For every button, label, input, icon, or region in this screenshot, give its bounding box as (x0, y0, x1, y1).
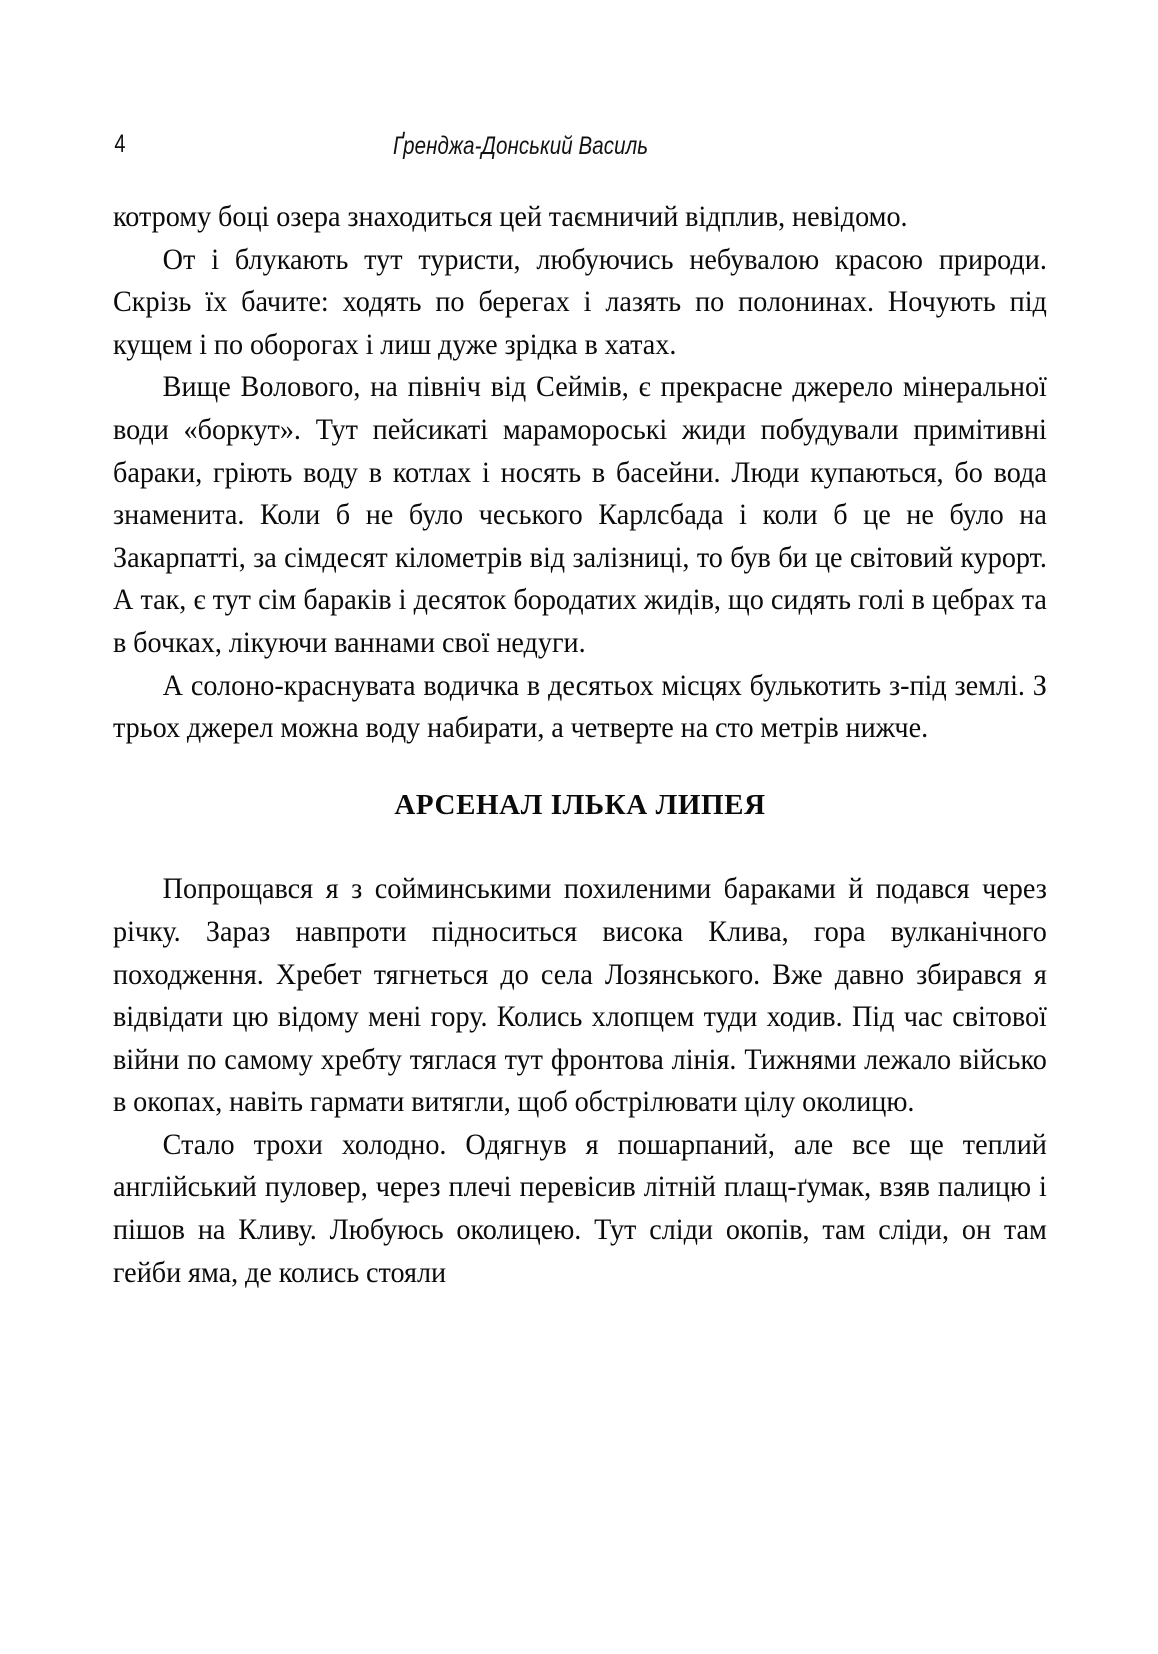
body-paragraph: Стало трохи холодно. Одягнув я пошарпаний, але все ще теплий англійський пуловер, через плечі перевісив літній плащ-ґумак, взяв палицю і пішов на Кливу. Любуюсь околицею. Тут сліди окопів, там сліди, он там гейби яма, де колись стояли (113, 1128, 1047, 1289)
body-paragraph: котрому боці озера знаходиться цей таємничий відплив, невідомо. (113, 201, 908, 233)
text-column (113, 196, 1047, 1294)
body-paragraph: От і блукають тут туристи, любуючись небувалою красою природи. Скрізь їх бачите: ходять по берегах і лазять по полонинах. Ночують під кущем і по оборогах і лиш дуже зрідка в хатах. (113, 243, 1047, 361)
section-heading: АРСЕНАЛ ІЛЬКА ЛИПЕЯ (394, 788, 766, 821)
body-paragraph: Попрощався я з сойминськими похиленими бараками й подався через річку. Зараз навпроти підноситься висока Клива, гора вулканічного походження. Хребет тягнеться до села Лозянського. Вже давно збирався я відвідати цю відому мені гору. Колись хлопцем туди ходив. Під час світової війни по самому хребту тяглася тут фронтова лінія. Тижнями лежало військо в окопах, навіть гармати витягли, щоб обстрілювати цілу околицю. (113, 873, 1047, 1119)
running-head (113, 132, 1047, 166)
body-paragraph: А солоно-краснувата водичка в десятьох місцях булькотить з-під землі. З трьох джерел можна воду набирати, а четверте на сто метрів нижче. (113, 669, 1047, 745)
heading-space-above (113, 750, 1047, 784)
heading-space-below (113, 826, 1047, 868)
body-paragraph: Вище Волового, на північ від Сеймів, є прекрасне джерело мінеральної води «боркут». Тут пейсикаті марамороські жиди побудували примітивні бараки, гріють воду в котлах і носять в басейни. Люди купаються, бо вода знаменита. Коли б не було чеського Карлсбада і коли б це не було на Закарпатті, за сімдесят кілометрів від залізниці, то був би це світовий курорт. А так, є тут сім бараків і десяток бородатих жидів, що сидять голі в цебрах та в бочках, лікуючи ваннами свої недуги. (113, 371, 1047, 659)
page-number: 4 (114, 130, 126, 158)
running-head-author: Ґренджа-Донський Василь (393, 132, 649, 160)
